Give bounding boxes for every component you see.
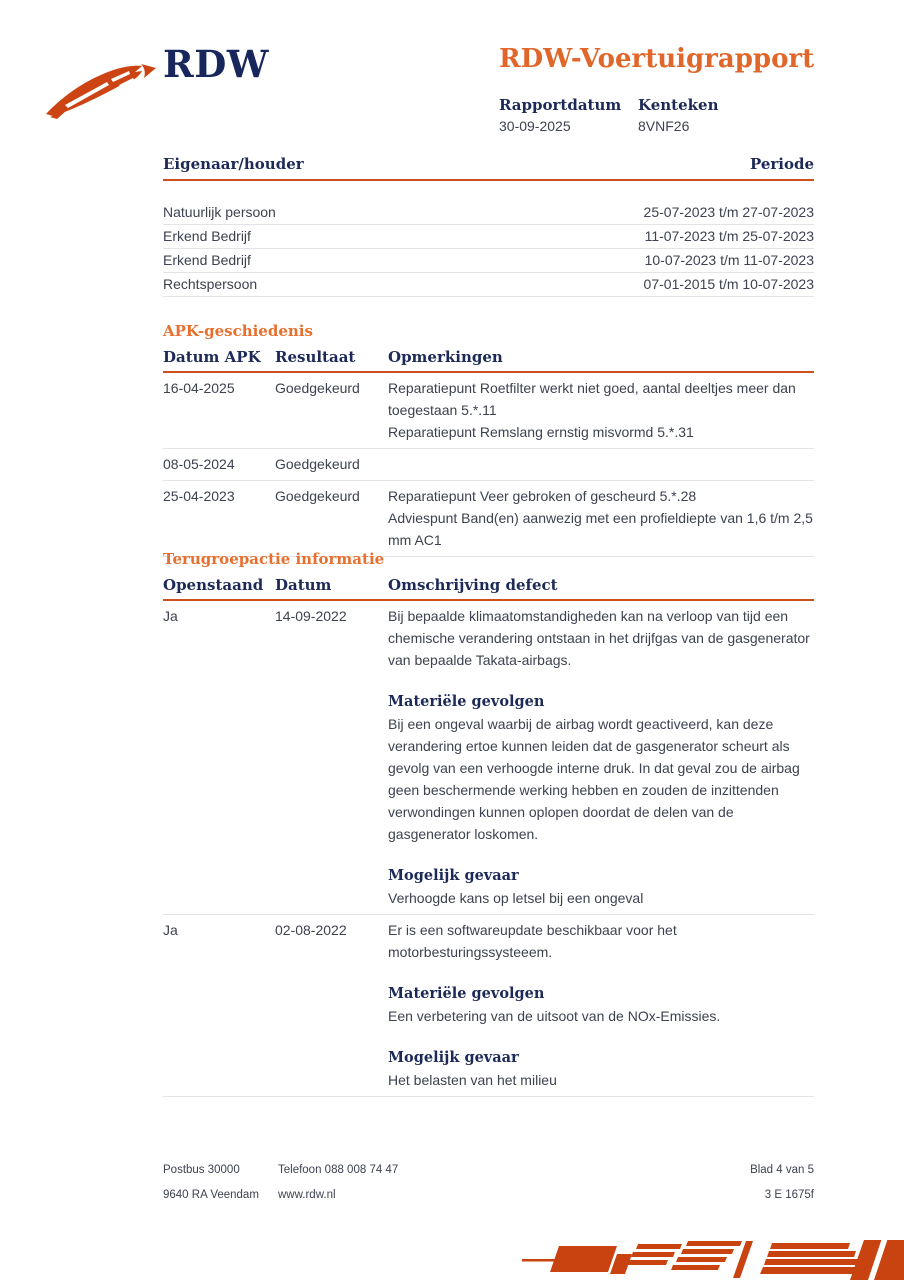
apk-date-column-header: Datum APK [163, 348, 261, 366]
footer-page-indicator: Blad 4 van 5 [750, 1164, 814, 1176]
owner-table-row [163, 273, 814, 297]
recall-table-row [163, 601, 814, 915]
apk-remarks [388, 453, 814, 475]
owner-period: 25-07-2023 t/m 27-07-2023 [643, 204, 814, 220]
apk-result: Goedgekeurd [275, 456, 360, 472]
license-plate-label: Kenteken [638, 96, 719, 114]
apk-result: Goedgekeurd [275, 380, 360, 396]
recall-detail [388, 605, 814, 909]
owner-type: Erkend Bedrijf [163, 228, 251, 244]
apk-date: 25-04-2023 [163, 488, 235, 504]
recall-detail [388, 919, 814, 1091]
apk-table-row [163, 481, 814, 557]
report-date-label: Rapportdatum [499, 96, 622, 114]
recall-table-row [163, 915, 814, 1097]
apk-result-column-header: Resultaat [275, 348, 356, 366]
apk-table-row [163, 449, 814, 481]
apk-remarks [388, 377, 814, 443]
owner-period: 07-01-2015 t/m 10-07-2023 [643, 276, 814, 292]
recall-date: 14-09-2022 [275, 608, 347, 624]
owner-type: Erkend Bedrijf [163, 252, 251, 268]
recall-description-column-header: Omschrijving defect [388, 576, 558, 594]
owner-table-row [163, 201, 814, 225]
rdw-feather-icon [45, 58, 157, 120]
apk-date: 16-04-2025 [163, 380, 235, 396]
owner-table-row [163, 249, 814, 273]
owner-type: Rechtspersoon [163, 276, 258, 292]
decorative-stripes-icon [520, 1238, 904, 1280]
apk-date: 08-05-2024 [163, 456, 235, 472]
possible-danger-label: Mogelijk gevaar [388, 1049, 519, 1066]
period-column-header: Periode [749, 155, 814, 173]
owner-period: 11-07-2023 t/m 25-07-2023 [644, 228, 814, 244]
apk-history-section [163, 322, 814, 557]
possible-danger-label: Mogelijk gevaar [388, 867, 519, 884]
material-consequences-text: Een verbetering van de uitsoot van de NOx-Emissies. [388, 1008, 721, 1024]
owner-type: Natuurlijk persoon [163, 204, 276, 220]
material-consequences-text: Bij een ongeval waarbij de airbag wordt geactiveerd, kan deze verandering ertoe kunnen leiden dat de gasgenerator scheurt als gevolg van een verhoogde interne druk. In dat geval zou de airbag geen beschermende werking hebben en zouden de inzittenden verwondingen kunnen oplopen doordat de delen van de gasgenerator loskomen. [388, 716, 800, 842]
apk-result: Goedgekeurd [275, 488, 360, 504]
material-consequences-label: Materiële gevolgen [388, 693, 545, 710]
recall-open-flag: Ja [163, 922, 178, 938]
apk-table-row [163, 373, 814, 449]
footer-postbox: Postbus 30000 [163, 1164, 240, 1176]
page-footer [163, 1164, 814, 1214]
apk-remark: Reparatiepunt Roetfilter werkt niet goed, aantal deeltjes meer dan toegestaan 5.*.11 [388, 380, 796, 418]
rdw-logo [45, 40, 269, 122]
recall-description: Bij bepaalde klimaatomstandigheden kan na verloop van tijd een chemische verandering ontstaan in het drijfgas van de gasgenerator van bepaalde Takata-airbags. [388, 608, 810, 668]
recall-date: 02-08-2022 [275, 922, 347, 938]
apk-remarks-column-header: Opmerkingen [388, 348, 503, 366]
owner-table-row [163, 225, 814, 249]
recall-date-column-header: Datum [275, 576, 332, 594]
owner-period: 10-07-2023 t/m 11-07-2023 [644, 252, 814, 268]
recall-description: Er is een softwareupdate beschikbaar voor het motorbesturingssysteeem. [388, 922, 677, 960]
report-date-value: 30-09-2025 [499, 118, 571, 134]
apk-remark: Reparatiepunt Veer gebroken of gescheurd 5.*.28 [388, 488, 697, 504]
possible-danger-text: Verhoogde kans op letsel bij een ongeval [388, 890, 644, 906]
material-consequences-label: Materiële gevolgen [388, 985, 545, 1002]
footer-phone: Telefoon 088 008 74 47 [278, 1164, 399, 1176]
recall-open-flag: Ja [163, 608, 178, 624]
license-plate-value: 8VNF26 [638, 118, 690, 134]
footer-city: 9640 RA Veendam [163, 1189, 259, 1201]
apk-remark: Reparatiepunt Remslang ernstig misvormd 5.*.31 [388, 424, 694, 440]
apk-remark: Adviespunt Band(en) aanwezig met een profieldiepte van 1,6 t/m 2,5 mm AC1 [388, 510, 813, 548]
possible-danger-text: Het belasten van het milieu [388, 1072, 557, 1088]
recall-section-heading: Terugroepactie informatie [163, 550, 385, 568]
owner-column-header: Eigenaar/houder [163, 155, 304, 173]
page-title: RDW-Voertuigrapport [499, 44, 815, 74]
apk-remarks [388, 485, 814, 551]
recall-open-column-header: Openstaand [163, 576, 264, 594]
rdw-logo-text: RDW [163, 42, 269, 86]
apk-section-heading: APK-geschiedenis [163, 322, 313, 340]
footer-website: www.rdw.nl [278, 1189, 336, 1201]
footer-doc-code: 3 E 1675f [764, 1189, 814, 1201]
recall-section [163, 550, 814, 1097]
owner-section [163, 155, 814, 297]
